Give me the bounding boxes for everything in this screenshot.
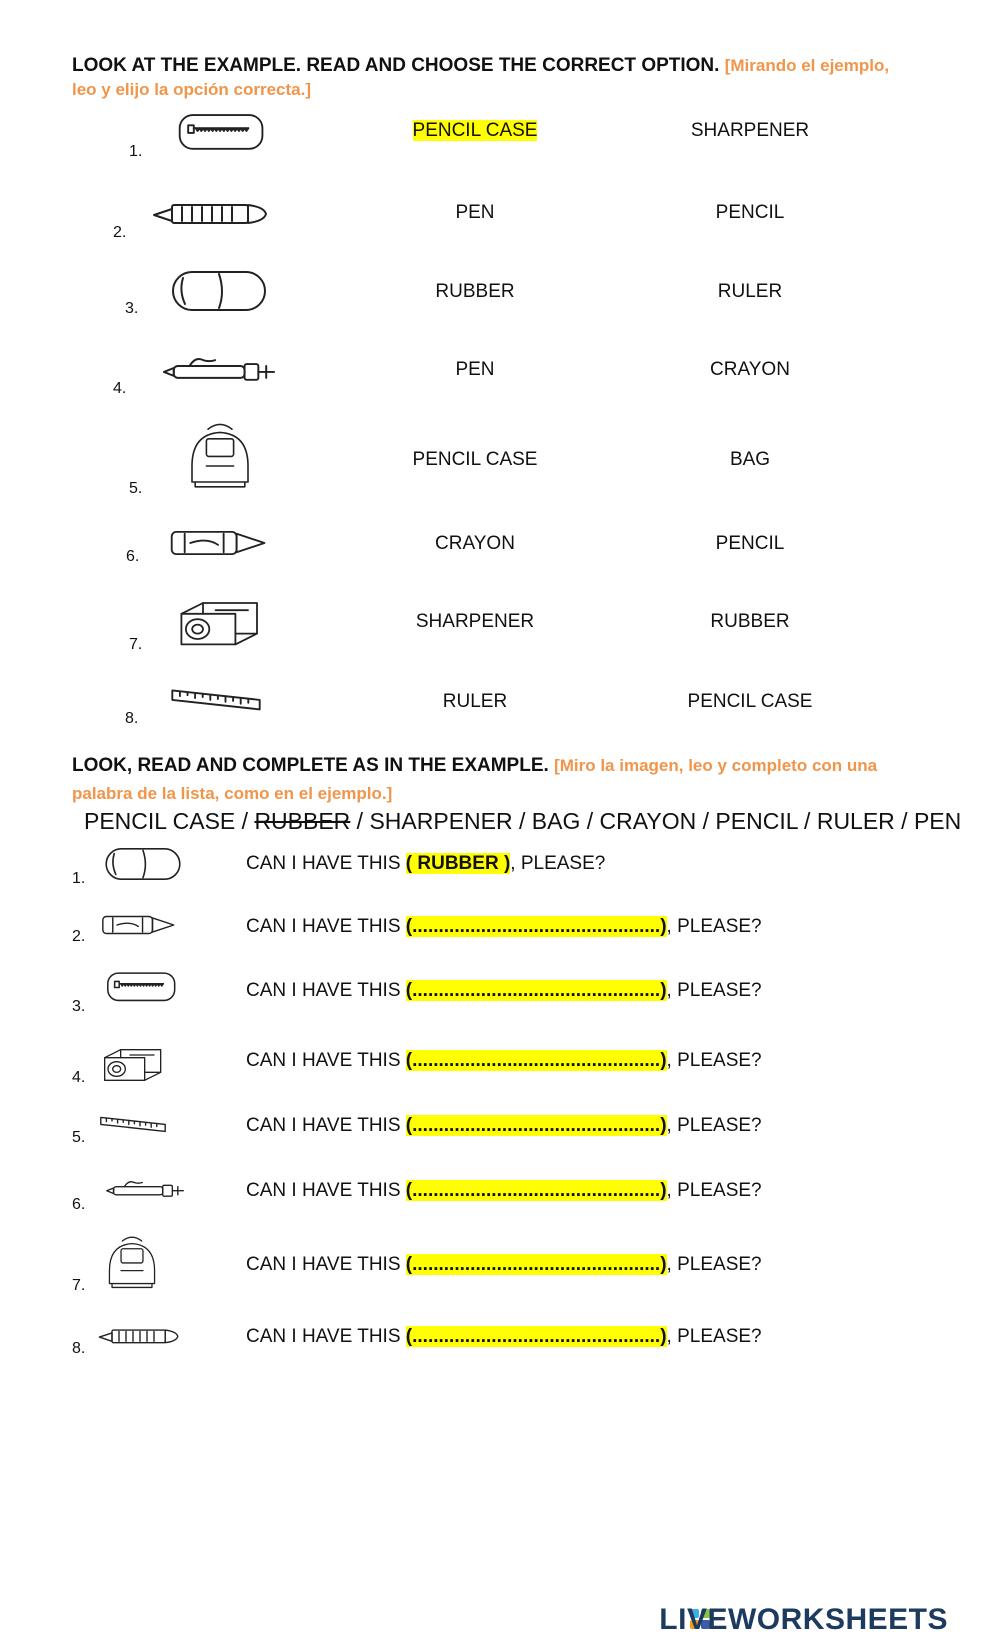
- s2-item-number: 2.: [72, 928, 86, 945]
- s2-question: CAN I HAVE THIS (...............................................), PLEASE?: [246, 916, 762, 937]
- pen-icon: [104, 1174, 186, 1202]
- bag-icon: [98, 1232, 166, 1290]
- section2-instruction-block: [72, 752, 902, 808]
- word-list-item: BAG: [531, 808, 581, 834]
- s1-item-number: 3.: [125, 300, 139, 317]
- sharpener-icon: [100, 1043, 168, 1083]
- s2-question: CAN I HAVE THIS (...............................................), PLEASE?: [246, 1180, 762, 1201]
- s2-question: CAN I HAVE THIS ( RUBBER ), PLEASE?: [246, 853, 606, 874]
- s2-item-number: 5.: [72, 1129, 86, 1146]
- crayon-icon: [168, 524, 270, 562]
- rubber-icon: [100, 844, 186, 884]
- word-list-item: SHARPENER: [369, 808, 513, 834]
- s1-option-a[interactable]: RULER: [442, 691, 508, 712]
- s2-item-number: 7.: [72, 1277, 86, 1294]
- s1-option-b[interactable]: BAG: [729, 449, 771, 470]
- ruler-icon: [98, 1108, 168, 1138]
- crayon-icon: [100, 910, 178, 940]
- rubber-icon: [168, 266, 270, 316]
- s1-option-b[interactable]: SHARPENER: [690, 120, 810, 141]
- s2-item-number: 3.: [72, 998, 86, 1015]
- footer-brand: LIVEWORKSHEETS: [659, 1603, 948, 1636]
- section1-spanish: [Mirando el ejemplo, leo y elijo la opción correcta.]: [72, 56, 890, 99]
- answer-blank-input[interactable]: (...............................................): [405, 916, 667, 937]
- s1-item-number: 2.: [113, 224, 127, 241]
- s2-question: CAN I HAVE THIS (...............................................), PLEASE?: [246, 1326, 762, 1347]
- answer-blank-input[interactable]: (...............................................): [405, 1050, 667, 1071]
- s1-item-number: 5.: [129, 480, 143, 497]
- pencil-icon: [98, 1324, 182, 1346]
- bag-icon: [175, 418, 265, 490]
- s2-item-number: 4.: [72, 1069, 86, 1086]
- s1-item-number: 1.: [129, 143, 143, 160]
- s2-item-number: 6.: [72, 1196, 86, 1213]
- section2-spanish: [Miro la imagen, leo y completo con una palabra de la lista, como en el ejemplo.]: [72, 756, 878, 803]
- s1-option-a[interactable]: RUBBER: [435, 281, 515, 302]
- pen-icon: [160, 348, 278, 388]
- word-list-item: CRAYON: [599, 808, 697, 834]
- s2-item-number: 8.: [72, 1340, 86, 1357]
- s1-option-b[interactable]: RUBBER: [710, 611, 790, 632]
- word-list-item: PENCIL CASE: [84, 808, 236, 834]
- s1-item-number: 8.: [125, 710, 139, 727]
- word-list-item-used: RUBBER: [254, 808, 351, 834]
- answer-blank-input[interactable]: (...............................................): [405, 980, 667, 1001]
- s1-item-number: 6.: [126, 548, 140, 565]
- answer-blank-input[interactable]: (...............................................): [405, 1115, 667, 1136]
- answer-blank-input[interactable]: (...............................................): [405, 1254, 667, 1275]
- s1-option-a[interactable]: CRAYON: [435, 533, 515, 554]
- s1-option-a[interactable]: SHARPENER: [415, 611, 535, 632]
- s1-option-b[interactable]: RULER: [717, 281, 783, 302]
- s1-option-a[interactable]: [345, 120, 605, 142]
- sharpener-icon: [176, 594, 266, 648]
- s1-item-number: 7.: [129, 636, 143, 653]
- s1-option-a[interactable]: PENCIL CASE: [412, 449, 538, 470]
- ruler-icon: [168, 679, 264, 717]
- s1-option-b[interactable]: PENCIL: [715, 533, 785, 554]
- s1-option-b[interactable]: CRAYON: [710, 359, 790, 380]
- word-list-item: PEN: [913, 808, 962, 834]
- s2-question: CAN I HAVE THIS (...............................................), PLEASE?: [246, 1050, 762, 1071]
- s1-option-a[interactable]: PEN: [455, 359, 495, 380]
- s1-option-a[interactable]: PEN: [455, 202, 495, 223]
- s2-item-number: 1.: [72, 870, 86, 887]
- word-list: PENCIL CASE / RUBBER / SHARPENER / BAG / CRAYON / PENCIL / RULER / PEN: [84, 808, 962, 834]
- pencil-case-icon: [104, 966, 180, 1006]
- example-answer: ( RUBBER ): [405, 853, 511, 874]
- s1-item-number: 4.: [113, 380, 127, 397]
- word-list-item: RULER: [816, 808, 895, 834]
- s1-option-b[interactable]: PENCIL: [715, 202, 785, 223]
- word-list-item: PENCIL: [715, 808, 798, 834]
- pencil-case-icon: [175, 106, 269, 156]
- section2-instruction: LOOK, READ AND COMPLETE AS IN THE EXAMPLE.: [72, 755, 549, 776]
- answer-blank-input[interactable]: (...............................................): [405, 1326, 667, 1347]
- s1-option-a-label: PENCIL CASE: [412, 120, 538, 141]
- s1-option-b[interactable]: PENCIL CASE: [687, 691, 813, 712]
- s2-question: CAN I HAVE THIS (...............................................), PLEASE?: [246, 1254, 762, 1275]
- pencil-icon: [152, 197, 272, 227]
- section1-instruction: LOOK AT THE EXAMPLE. READ AND CHOOSE THE CORRECT OPTION.: [72, 55, 720, 76]
- section1-instruction-block: [72, 54, 902, 102]
- s2-question: CAN I HAVE THIS (...............................................), PLEASE?: [246, 980, 762, 1001]
- s2-question: CAN I HAVE THIS (...............................................), PLEASE?: [246, 1115, 762, 1136]
- answer-blank-input[interactable]: (...............................................): [405, 1180, 667, 1201]
